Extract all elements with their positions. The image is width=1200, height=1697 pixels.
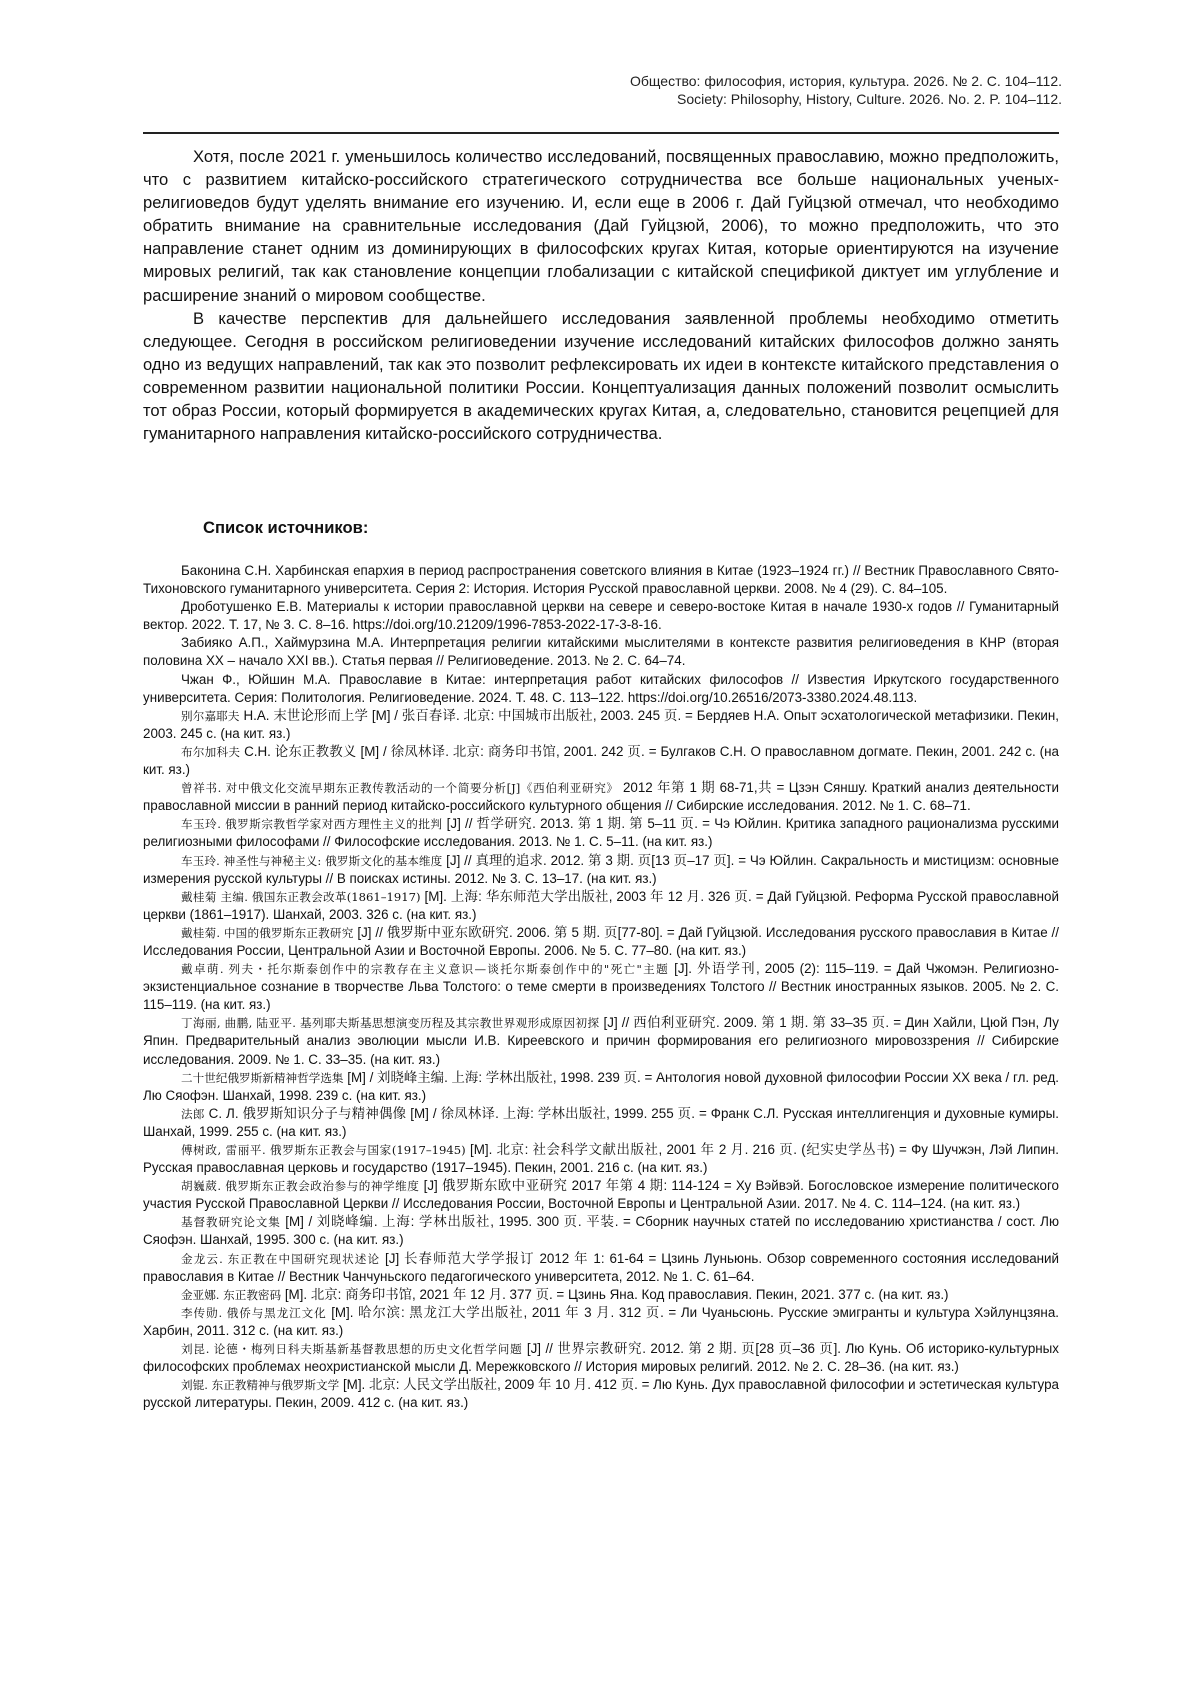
reference-text: [J] // 世界宗教研究. 2012. 第 2 期. 页[28 页–36 页]. Лю Кунь. Об историко-культурных философских проблемах неохристианской мысли Д. Мережковского // История мировых религий. 2012. № 2. С. 28–36. (на кит. яз.) (143, 1341, 1059, 1375)
reference-item (143, 960, 1059, 1014)
reference-item (143, 1069, 1059, 1105)
reference-item (143, 1304, 1059, 1340)
reference-item (143, 1340, 1059, 1376)
reference-text: Чжан Ф., Юйшин М.А. Православие в Китае: интерпретация работ китайских философов // Известия Иркутского государственного университета. Серия: Политология. Религиоведение. 2024. Т. 48. С. 113–122. https://doi.org/10.26516/2073-3380.2024.48.113. (143, 671, 1059, 705)
reference-text: [J] // 俄罗斯中亚东欧研究. 2006. 第 5 期. 页[77-80]. = Дай Гуйцзюй. Исследования русского православия в Китае // Исследования России, Центральной Азии и Восточной Европы. 2006. № 5. С. 77–80. (на кит. яз.) (143, 924, 1059, 958)
reference-text: 2012 年第 1 期 68-71,共 = Цзэн Сяншу. Краткий анализ деятельности православной миссии в ранний период китайско-российского культурного общения // Сибирские исследования. 2012. № 1. С. 68–71. (143, 780, 1059, 814)
reference-item (143, 1213, 1059, 1249)
reference-text: С. Л. 俄罗斯知识分子与精神偶像 [M] / 徐凤林译. 上海: 学林出版社, 1999. 255 页. = Франк С.Л. Русская интеллигенция и духовные кумиры. Шанхай, 1999. 255 с. (на кит. яз.) (143, 1105, 1059, 1139)
header-line-en: Society: Philosophy, History, Culture. 2026. No. 2. P. 104–112. (677, 91, 1062, 107)
reference-text: Дроботушенко Е.В. Материалы к истории православной церкви на севере и северо-востоке Китая в начале 1930-х годов // Гуманитарный вектор. 2022. Т. 17, № 3. С. 8–16. https://doi.org/10.21209/1996-7853-2022-17-3-8-16. (143, 599, 1059, 633)
reference-cjk: 丁海丽, 曲鹏, 陆亚平. 基列耶夫斯基思想演变历程及其宗教世界观形成原因初探 (181, 1016, 604, 1031)
reference-item (143, 1014, 1059, 1068)
reference-cjk: 二十世纪俄罗斯新精神哲学选集 (181, 1070, 348, 1085)
reference-cjk: 傅树政, 雷丽平. 俄罗斯东正教会与国家(1917–1945) (181, 1143, 470, 1157)
reference-text: [J] // 西伯利亚研究. 2009. 第 1 期. 第 33–35 页. = Дин Хайли, Цюй Пэн, Лу Япин. Предварительный анализ эволюции мысли И.В. Киреевского и причин формирования его религиозного мировоззрения // Сибирские исследования. 2009. № 1. С. 33–35. (на кит. яз.) (143, 1015, 1059, 1067)
reference-item (143, 671, 1059, 707)
reference-text: С.Н. 论东正教教义 [M] / 徐凤林译. 北京: 商务印书馆, 2001. 242 页. = Булгаков С.Н. О православном догмате. Пекин, 2001. 242 с. (на кит. яз.) (143, 743, 1059, 778)
reference-item (143, 1376, 1059, 1412)
reference-item (143, 1286, 1059, 1304)
sources-heading: Список источников: (203, 518, 369, 537)
reference-text: Забияко А.П., Хаймурзина М.А. Интерпретация религии китайскими мыслителями в контексте развития религиоведения в КНР (вторая половина ХХ – начало XXI вв.). Статья первая // Религиоведение. 2013. № 2. С. 64–74. (143, 635, 1059, 669)
reference-cjk: 胡巍葳. 俄罗斯东正教会政治参与的神学维度 (181, 1179, 424, 1194)
reference-item (143, 852, 1059, 888)
reference-item (143, 1141, 1059, 1177)
reference-text: [M] / 刘晓峰编. 上海: 学林出版社, 1995. 300 页. 平装. = Сборник научных статей по исследованию христианства / сост. Лю Сяофэн. Шанхай, 1995. 300 с. (на кит. яз.) (143, 1214, 1059, 1248)
reference-text: [M] / 刘晓峰主编. 上海: 学林出版社, 1998. 239 页. = Антология новой духовной философии России XX века / гл. ред. Лю Сяофэн. Шанхай, 1998. 239 с. (на кит. яз.) (143, 1069, 1059, 1103)
reference-text: [M]. 北京: 社会科学文献出版社, 2001 年 2 月. 216 页. (纪实史学丛书) = Фу Шучжэн, Лэй Липин. Русская православная церковь и государство (1917–1945). Пекин, 2001. 216 с. (на кит. яз.) (143, 1142, 1059, 1176)
reference-item (143, 888, 1059, 924)
reference-item (143, 779, 1059, 815)
reference-item (143, 634, 1059, 670)
reference-cjk: 刘昆. 论德・梅列日科夫斯基新基督教思想的历史文化哲学问题 (181, 1342, 527, 1357)
reference-text: [M]. 上海: 华东师范大学出版社, 2003 年 12 月. 326 页. = Дай Гуйцзюй. Реформа Русской православной церкви (1861–1917). Шанхай, 2003. 326 с. (на кит. яз.) (143, 888, 1059, 922)
reference-item (143, 1250, 1059, 1286)
reference-cjk: 车玉玲. 俄罗斯宗教哲学家对西方理性主义的批判 (181, 817, 447, 832)
paragraph: Хотя, после 2021 г. уменьшилось количество исследований, посвященных православию, можно предположить, что с развитием китайско-российского стратегического сотрудничества все больше национальных ученых-религиоведов будут уделять внимание его изучению. И, если еще в 2006 г. Дай Гуйцзюй отмечал, что необходимо обратить внимание на сравнительные исследования (Дай Гуйцзюй, 2006), то можно предположить, что это направление станет одним из доминирующих в философских кругах Китая, которые ориентируются на изучение мировых религий, так как становление концепции глобализации с китайской спецификой диктует им углубление и расширение знаний о мировом сообществе. (143, 147, 1059, 305)
reference-cjk: 李传勋. 俄侨与黑龙江文化 (181, 1305, 332, 1320)
reference-cjk: 戴卓萌. 列夫・托尔斯泰创作中的宗教存在主义意识—谈托尔斯泰创作中的"死亡"主题 (181, 962, 675, 977)
reference-cjk: 曾祥书. 对中俄文化交流早期东正教传教活动的一个简要分析[J]《西伯利亚研究》 (181, 781, 623, 796)
reference-item (143, 562, 1059, 598)
reference-item (143, 707, 1059, 743)
reference-cjk: 别尔嘉耶夫 (181, 708, 244, 723)
header-line-ru: Общество: философия, история, культура. 2026. № 2. С. 104–112. (630, 73, 1062, 89)
reference-cjk: 金亚娜. 东正教密码 (181, 1287, 285, 1302)
reference-item (143, 598, 1059, 634)
reference-text: [J] // 真理的追求. 2012. 第 3 期. 页[13 页–17 页]. = Чэ Юйлин. Сакральность и мистицизм: основные измерения русской культуры // В поисках истины. 2012. № 3. С. 13–17. (на кит. яз.) (143, 852, 1059, 886)
reference-text: [J] // 哲学研究. 2013. 第 1 期. 第 5–11 页. = Чэ Юйлин. Критика западного рационализма русскими религиозными философами // Философские исследования. 2013. № 1. С. 5–11. (на кит. яз.) (143, 816, 1059, 850)
body-text (143, 145, 1059, 445)
reference-item (143, 1177, 1059, 1213)
reference-cjk: 戴桂菊 主编. 俄国东正教会改革(1861–1917) (181, 889, 425, 904)
reference-item (143, 924, 1059, 960)
reference-cjk: 刘锟. 东正教精神与俄罗斯文学 (181, 1378, 343, 1393)
reference-cjk: 基督教研究论文集 (181, 1215, 286, 1230)
header-rule (143, 132, 1059, 134)
reference-cjk: 金龙云. 东正教在中国研究现状述论 (181, 1251, 386, 1266)
paragraph: В качестве перспектив для дальнейшего исследования заявленной проблемы необходимо отметить следующее. Сегодня в российском религиоведении изучение исследований китайских философов должно занять одно из ведущих направлений, так как это позволит рефлексировать их идеи в контексте китайского представления о современном развитии национальной политики России. Концептуализация данных положений позволит осмыслить тот образ России, который формируется в академических кругах Китая, а, следовательно, становится рецепцией для гуманитарного направления китайско-российского сотрудничества. (143, 308, 1059, 444)
reference-item (143, 815, 1059, 851)
reference-text: [J] 俄罗斯东欧中亚研究 2017 年第 4 期: 114-124 = Ху Вэйвэй. Богословское измерение политического участия Русской Православной Церкви // Исследования России, Восточной Европы и Центральной Азии. 2017. № 4. С. 114–124. (на кит. яз.) (143, 1178, 1060, 1212)
reference-text: [M]. 北京: 人民文学出版社, 2009 年 10 月. 412 页. = Лю Кунь. Дух православной философии и эстетическая культура русской литературы. Пекин, 2009. 412 с. (на кит. яз.) (143, 1377, 1059, 1411)
reference-text: Баконина С.Н. Харбинская епархия в период распространения советского влияния в Китае (1923–1924 гг.) // Вестник Православного Свято-Тихоновского гуманитарного университета. Серия 2: История. История Русской православной церкви. 2008. № 4 (29). С. 84–105. (143, 563, 1059, 597)
reference-cjk: 布尔加科夫 (181, 744, 245, 759)
reference-item (143, 743, 1059, 779)
running-header (362, 72, 1062, 108)
reference-text: [J] 长春师范大学学报订 2012 年 1: 61-64 = Цзинь Луньюнь. Обзор современного состояния исследований православия в Китае // Вестник Чанчуньского педагогического университета, 2012. № 1. С. 61–64. (143, 1250, 1060, 1284)
reference-text: Н.А. 末世论形而上学 [M] / 张百春译. 北京: 中国城市出版社, 2003. 245 页. = Бердяев Н.А. Опыт эсхатологической метафизики. Пекин, 2003. 245 с. (на кит. яз.) (143, 707, 1059, 741)
reference-cjk: 戴桂菊. 中国的俄罗斯东正教研究 (181, 925, 358, 940)
reference-cjk: 车玉玲. 神圣性与神秘主义: 俄罗斯文化的基本维度 (181, 853, 447, 868)
reference-cjk: 法郎 (181, 1106, 209, 1121)
references-list (143, 562, 1059, 1412)
reference-item (143, 1105, 1059, 1141)
reference-text: [M]. 北京: 商务印书馆, 2021 年 12 月. 377 页. = Цзинь Яна. Код православия. Пекин, 2021. 377 с. (на кит. яз.) (284, 1286, 949, 1302)
reference-text: [J]. 外语学刊, 2005 (2): 115–119. = Дай Чжомэн. Религиозно-экзистенциальное сознание в творчестве Льва Толстого: о теме смерти в произведениях Толстого // Вестник иностранных языков. 2005. № 2. С. 115–119. (на кит. яз.) (143, 961, 1059, 1013)
reference-text: [M]. 哈尔滨: 黑龙江大学出版社, 2011 年 3 月. 312 页. = Ли Чуаньсюнь. Русские эмигранты и культура Хэйлунцзяна. Харбин, 2011. 312 с. (на кит. яз.) (143, 1304, 1059, 1338)
